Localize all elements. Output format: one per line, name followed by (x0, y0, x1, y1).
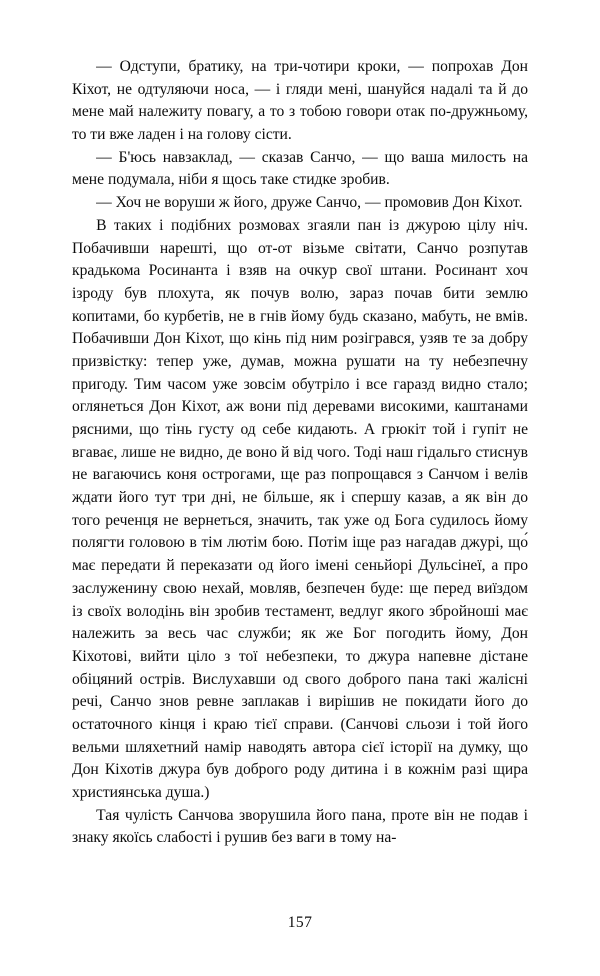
paragraph: Тая чулість Санчова зворушила його пана, проте він не подав і знаку якоїсь слабості і рушив без ваги в тому на- (72, 806, 528, 847)
page-body-text (72, 56, 528, 850)
paragraph: — Одступи, братику, на три-чотири кроки, — попрохав Дон Кіхот, не одтуляючи носа, — і гляди мені, шануйся надалі та й до мене май належиту повагу, а то з тобою говори отак по-дружньому, то ти вже ладен і на голову сісти. (72, 58, 528, 144)
paragraph: — Хоч не воруши ж його, друже Санчо, — промовив Дон Кіхот. (96, 194, 523, 212)
paragraph: В таких і подібних розмовах згаяли пан із джурою цілу ніч. Побачивши нарешті, що от-от візьме світати, Санчо розпутав крадькома Росинанта і взяв на очкур свої штани. Росинант хоч ізроду був плохута, як почув волю, зараз почав бити землю копитами, бо курбетів, не в гнів йому будь сказано, мабуть, не вмів. Побачивши Дон Кіхот, що кінь під ним розігрався, узяв те за добру призвістку: тепер уже, думав, можна рушати на ту небезпечну пригоду. Тим часом уже зовсім обутріло і все гаразд видно стало; оглянеться Дон Кіхот, аж вони під деревами високими, каштанами рясними, що тінь густу од себе кидають. А грюкіт той і гупіт не вгаває, лише не видно, де воно й від чого. Тоді наш гідальго стиснув не вагаючись коня острогами, ще раз попрощався з Санчом і велів ждати його тут три дні, не більше, як і спершу казав, а як він до того реченця не вернеться, значить, так уже од Бога судилось йому полягти головою в тім лютім бою. Потім іще раз нагадав джурі, що́ має передати й переказати од його імені сеньйорі Дульсінеї, а про заслуженину свою нехай, мовляв, безпечен буде: ще перед виїздом із своїх володінь він зробив тестамент, ведлуг якого збройноші має належить за весь час служби; як же Бог погодить йому, Дон Кіхотові, вийти ціло з тої небезпеки, то джура напевне дістане обіцяний острів. Вислухавши од свого доброго пана такі жалісні речі, Санчо знов ревне заплакав і вирішив не покидати його до остаточного кінця і краю тієї справи. (Санчові сльози і той його вельми шляхетний намір наводять автора сієї історії на думку, що Дон Кіхотів джура був доброго роду дитина і в кожнім разі щира християнська душа.) (72, 216, 528, 801)
paragraph: — Б'юсь навзаклад, — сказав Санчо, — що ваша милость на мене подумала, ніби я щось таке стидке зробив. (72, 148, 528, 189)
page-number: 157 (287, 914, 313, 931)
